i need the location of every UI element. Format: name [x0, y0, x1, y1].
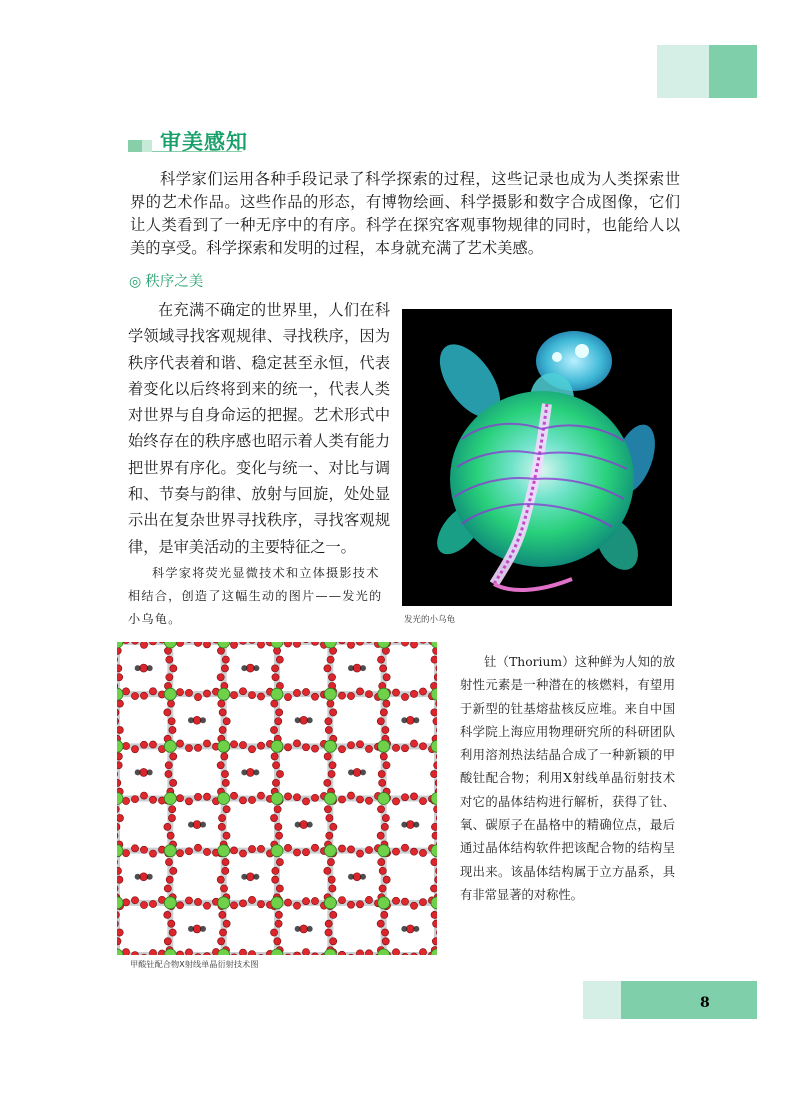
intro-paragraph: 科学家们运用各种手段记录了科学探索的过程，这些记录也成为人类探索世界的艺术作品。这些作品的形态，有博物绘画、科学摄影和数字合成图像，它们让人类看到了一种无序中的有序。科学在探究客观事物规律的同时，也能给人以美的享受。科学探索和发明的过程，本身就充满了艺术美感。 [130, 170, 680, 257]
order-paragraph: 在充满不确定的世界里，人们在科学领域寻找客观规律、寻找秩序，因为秩序代表着和谐、稳定甚至永恒，代表着变化以后终将到来的统一，代表人类对世界与自身命运的把握。艺术形式中始终存在的秩序感也昭示着人类有能力把世界有序化。变化与统一、对比与调和、节奏与韵律、放射与回旋，处处显示出在复杂世界寻找秩序，寻找客观规律，是审美活动的主要特征之一。 [128, 301, 390, 556]
crystal-image-label: 甲酸钍配合物X射线单晶衍射技术图 [130, 959, 259, 969]
fluorescent-turtle-image [402, 309, 672, 606]
crystal-structure-image [117, 642, 437, 955]
header-decoration-light [657, 45, 709, 98]
page-number: 8 [700, 995, 710, 1011]
header-decoration-dark [709, 45, 757, 98]
bullseye-icon: ◎ [129, 274, 142, 290]
section-title: 审美感知 [160, 130, 248, 154]
turtle-image-label: 发光的小乌龟 [404, 615, 456, 625]
subsection-heading [129, 270, 203, 291]
heading-bar-light [142, 140, 152, 152]
thorium-paragraph: 钍（Thorium）这种鲜为人知的放射性元素是一种潜在的核燃料，有望用于新型的钍基熔盐核反应堆。来自中国科学院上海应用物理研究所的科研团队利用溶剂热法结晶合成了一种新颖的甲酸钍配合物；利用X射线单晶衍射技术对它的晶体结构进行解析，获得了钍、氧、碳原子在晶格中的精确位点，最后通过晶体结构软件把该配合物的结构呈现出来。该晶体结构属于立方晶系，具有非常显著的对称性。 [460, 655, 675, 902]
subsection-title: 秩序之美 [145, 274, 204, 290]
footer-decoration-dark [621, 981, 757, 1019]
heading-bar [128, 140, 142, 152]
footer-decoration-light [583, 981, 621, 1019]
turtle-caption: 科学家将荧光显微技术和立体摄影技术相结合，创造了这幅生动的图片——发光的小乌龟。 [128, 566, 383, 626]
